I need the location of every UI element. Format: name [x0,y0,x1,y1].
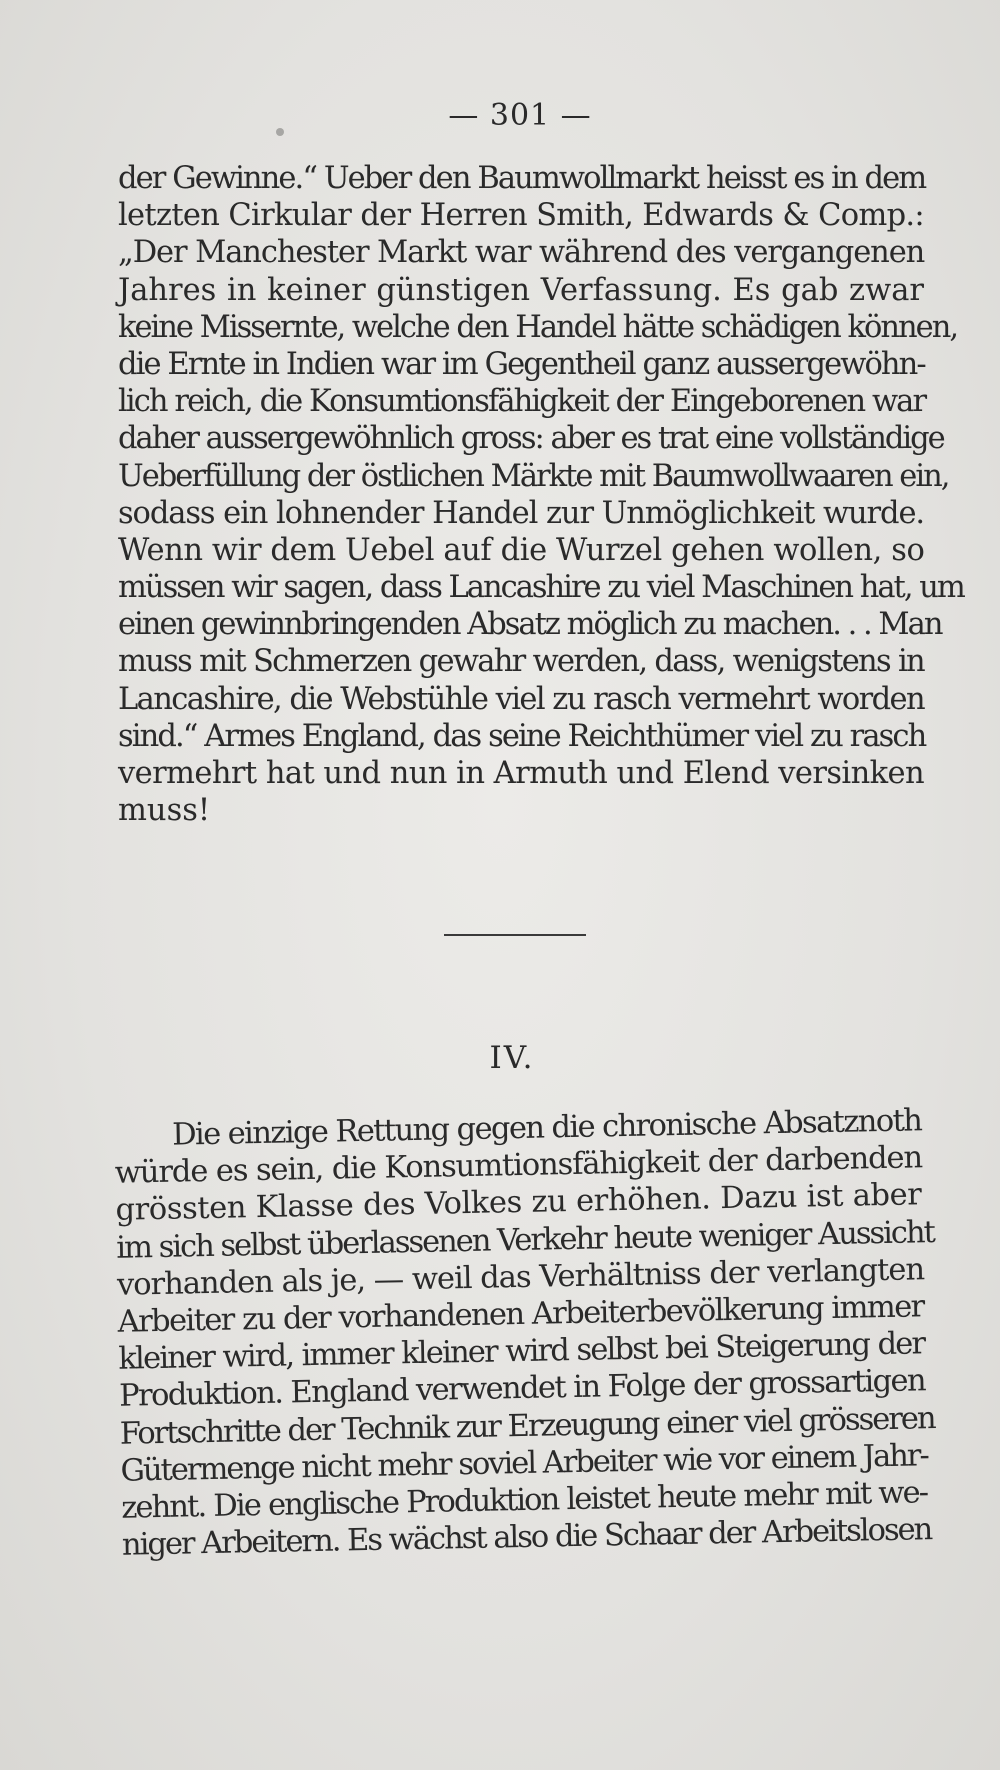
text-line: daher aussergewöhnlich gross: aber es trat eine vollständige [118,421,944,457]
text-line: müssen wir sagen, dass Lancashire zu viel Maschinen hat, um [118,570,964,606]
text-line: Fortschritte der Technik zur Erzeugung einer viel grösseren [119,1400,935,1452]
text-line: Ueberfüllung der östlichen Märkte mit Baumwollwaaren ein, [118,458,949,494]
text-line: muss! [118,793,211,829]
text-line: Produktion. England verwendet in Folge der grossartigen [118,1363,926,1415]
text-line: muss mit Schmerzen gewahr werden, dass, wenigstens in [118,644,924,680]
page-number: — 301 — [448,98,592,133]
text-line: zehnt. Die englische Produktion leistet heute mehr mit we- [120,1475,928,1526]
text-line: Lancashire, die Webstühle viel zu rasch vermehrt worden [118,681,924,717]
text-line: Gütermenge nicht mehr soviel Arbeiter wie vor einem Jahr- [120,1437,929,1489]
text-line: Arbeiter zu der vorhandenen Arbeiterbevölkerung immer [117,1289,924,1340]
text-line: vorhanden als je, — weil das Verhältniss der verlangten [116,1252,925,1303]
text-line: im sich selbst überlassenen Verkehr heute weniger Aussicht [115,1214,935,1266]
text-line: keine Missernte, welche den Handel hätte schädigen können, [118,309,958,345]
text-line: sodass ein lohnender Handel zur Unmöglichkeit wurde. [118,495,924,531]
text-line: sind.“ Armes England, das seine Reichthümer viel zu rasch [118,718,926,754]
text-line: Die einzige Rettung gegen die chronische Absatznoth [171,1103,922,1153]
section-heading: IV. [489,1040,535,1076]
section-divider [444,934,586,936]
text-line: vermehrt hat und nun in Armuth und Elend versinken [118,756,924,791]
text-line: Wenn wir dem Uebel auf die Wurzel gehen wollen, so [118,532,925,568]
text-line: letzten Cirkular der Herren Smith, Edwards & Comp.: [118,198,924,234]
paragraph-2 [114,1102,935,1564]
text-line: einen gewinnbringenden Absatz möglich zu machen. . . Man [118,607,942,643]
text-line: würde es sein, die Konsumtionsfähigkeit der darbenden [114,1140,923,1191]
text-line: Jahres in keiner günstigen Verfassung. Es gab zwar [118,272,924,308]
text-line: lich reich, die Konsumtionsfähigkeit der Eingeborenen war [118,384,926,420]
text-line: der Gewinne.“ Ueber den Baumwollmarkt heisst es in dem [118,161,926,196]
text-line: „Der Manchester Markt war während des vergangenen [118,235,925,271]
text-line: kleiner wird, immer kleiner wird selbst bei Steigerung der [118,1326,925,1377]
text-line: grössten Klasse des Volkes zu erhöhen. Dazu ist aber [115,1177,922,1229]
text-line: niger Arbeitern. Es wächst also die Schaar der Arbeitslosen [121,1512,932,1563]
paragraph-1 [118,160,964,829]
text-line: die Ernte in Indien war im Gegentheil ganz aussergewöhn- [118,346,925,382]
